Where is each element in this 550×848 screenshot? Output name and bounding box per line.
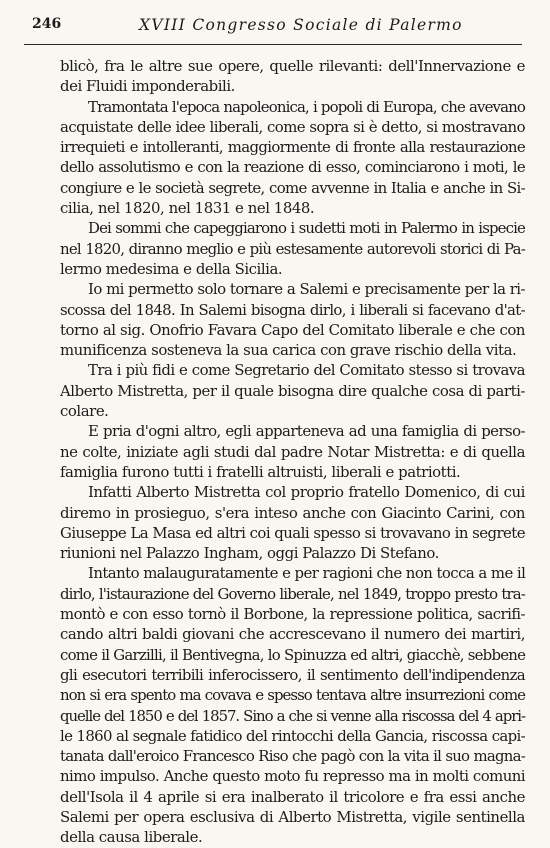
- text-line: quelle del 1850 e del 1857. Sino a che si venne alla riscossa del 4 apri-: [60, 706, 525, 725]
- text-line: della causa liberale.: [60, 828, 203, 847]
- body-text: [60, 56, 525, 848]
- text-line: Tra i più fidi e come Segretario del Comitato stesso si trovava: [88, 361, 525, 380]
- header-rule: [24, 44, 522, 45]
- text-line: non si era spento ma covava e spesso tentava altre insurrezioni come: [60, 686, 525, 705]
- text-line: ne colte, iniziate agli studi dal padre Notar Mistretta: e di quella: [60, 442, 525, 461]
- text-line: munificenza sosteneva la sua carica con grave rischio della vita.: [60, 341, 517, 360]
- text-line: colare.: [60, 402, 109, 421]
- text-line: Dei sommi che capeggiarono i sudetti moti in Palermo in ispecie: [88, 219, 525, 238]
- text-line: dello assolutismo e con la reazione di esso, cominciarono i moti, le: [60, 158, 525, 177]
- text-line: dei Fluidi imponderabili.: [60, 77, 235, 96]
- text-line: tanata dall'eroico Francesco Riso che pagò con la vita il suo magna-: [60, 747, 525, 766]
- text-line: E pria d'ogni altro, egli apparteneva ad una famiglia di perso-: [88, 422, 525, 441]
- text-line: gli esecutori terribili inferocissero, il sentimento dell'indipendenza: [60, 665, 525, 684]
- text-line: Io mi permetto solo tornare a Salemi e precisamente per la ri-: [88, 280, 525, 299]
- text-line: cilia, nel 1820, nel 1831 e nel 1848.: [60, 199, 315, 218]
- page-header: [24, 16, 526, 38]
- text-line: diremo in prosieguo, s'era inteso anche con Giacinto Carini, con: [60, 503, 525, 522]
- text-line: torno al sig. Onofrio Favara Capo del Comitato liberale e che con: [60, 320, 525, 339]
- text-line: riunioni nel Palazzo Ingham, oggi Palazzo Di Stefano.: [60, 544, 439, 563]
- text-line: irrequieti e intolleranti, maggiormente di fronte alla restaurazione: [60, 138, 525, 157]
- text-line: montò e con esso tornò il Borbone, la repressione politica, sacrifi-: [60, 605, 525, 624]
- text-line: dell'Isola il 4 aprile si era inalberato il tricolore e fra essi anche: [60, 787, 525, 806]
- text-line: come il Garzilli, il Bentivegna, lo Spinuzza ed altri, giacchè, sebbene: [60, 645, 526, 664]
- text-line: blicò, fra le altre sue opere, quelle rilevanti: dell'Innervazione e: [60, 57, 525, 75]
- text-line: Alberto Mistretta, per il quale bisogna dire qualche cosa di parti-: [60, 381, 525, 400]
- page-number: 246: [32, 16, 62, 32]
- text-line: le 1860 al segnale fatidico del rintocchi della Gancia, riscossa capi-: [60, 726, 525, 745]
- text-line: Tramontata l'epoca napoleonica, i popoli di Europa, che avevano: [88, 97, 525, 116]
- running-head: XVIII Congresso Sociale di Palermo: [139, 16, 463, 34]
- text-line: lermo medesima e della Sicilia.: [60, 259, 283, 278]
- text-line: acquistate delle idee liberali, come sopra si è detto, si mostravano: [60, 117, 525, 136]
- text-line: Giuseppe La Masa ed altri coi quali spesso si trovavano in segrete: [60, 523, 525, 542]
- text-line: Salemi per opera esclusiva di Alberto Mistretta, vigile sentinella: [60, 807, 525, 826]
- text-line: dirlo, l'istaurazione del Governo liberale, nel 1849, troppo presto tra-: [60, 584, 525, 603]
- text-line: Intanto malauguratamente e per ragioni che non tocca a me il: [88, 564, 526, 583]
- text-line: congiure e le società segrete, come avvenne in Italia e anche in Si-: [60, 178, 525, 197]
- text-line: Infatti Alberto Mistretta col proprio fratello Domenico, di cui: [88, 483, 525, 502]
- text-line: cando altri baldi giovani che accrescevano il numero dei martiri,: [60, 625, 525, 644]
- text-line: famiglia furono tutti i fratelli altruisti, liberali e patriotti.: [60, 462, 461, 481]
- text-line: nel 1820, diranno meglio e più estesamente autorevoli storici di Pa-: [60, 239, 525, 258]
- text-line: scossa del 1848. In Salemi bisogna dirlo, i liberali si facevano d'at-: [60, 300, 525, 319]
- text-line: nimo impulso. Anche questo moto fu represso ma in molti comuni: [60, 767, 525, 786]
